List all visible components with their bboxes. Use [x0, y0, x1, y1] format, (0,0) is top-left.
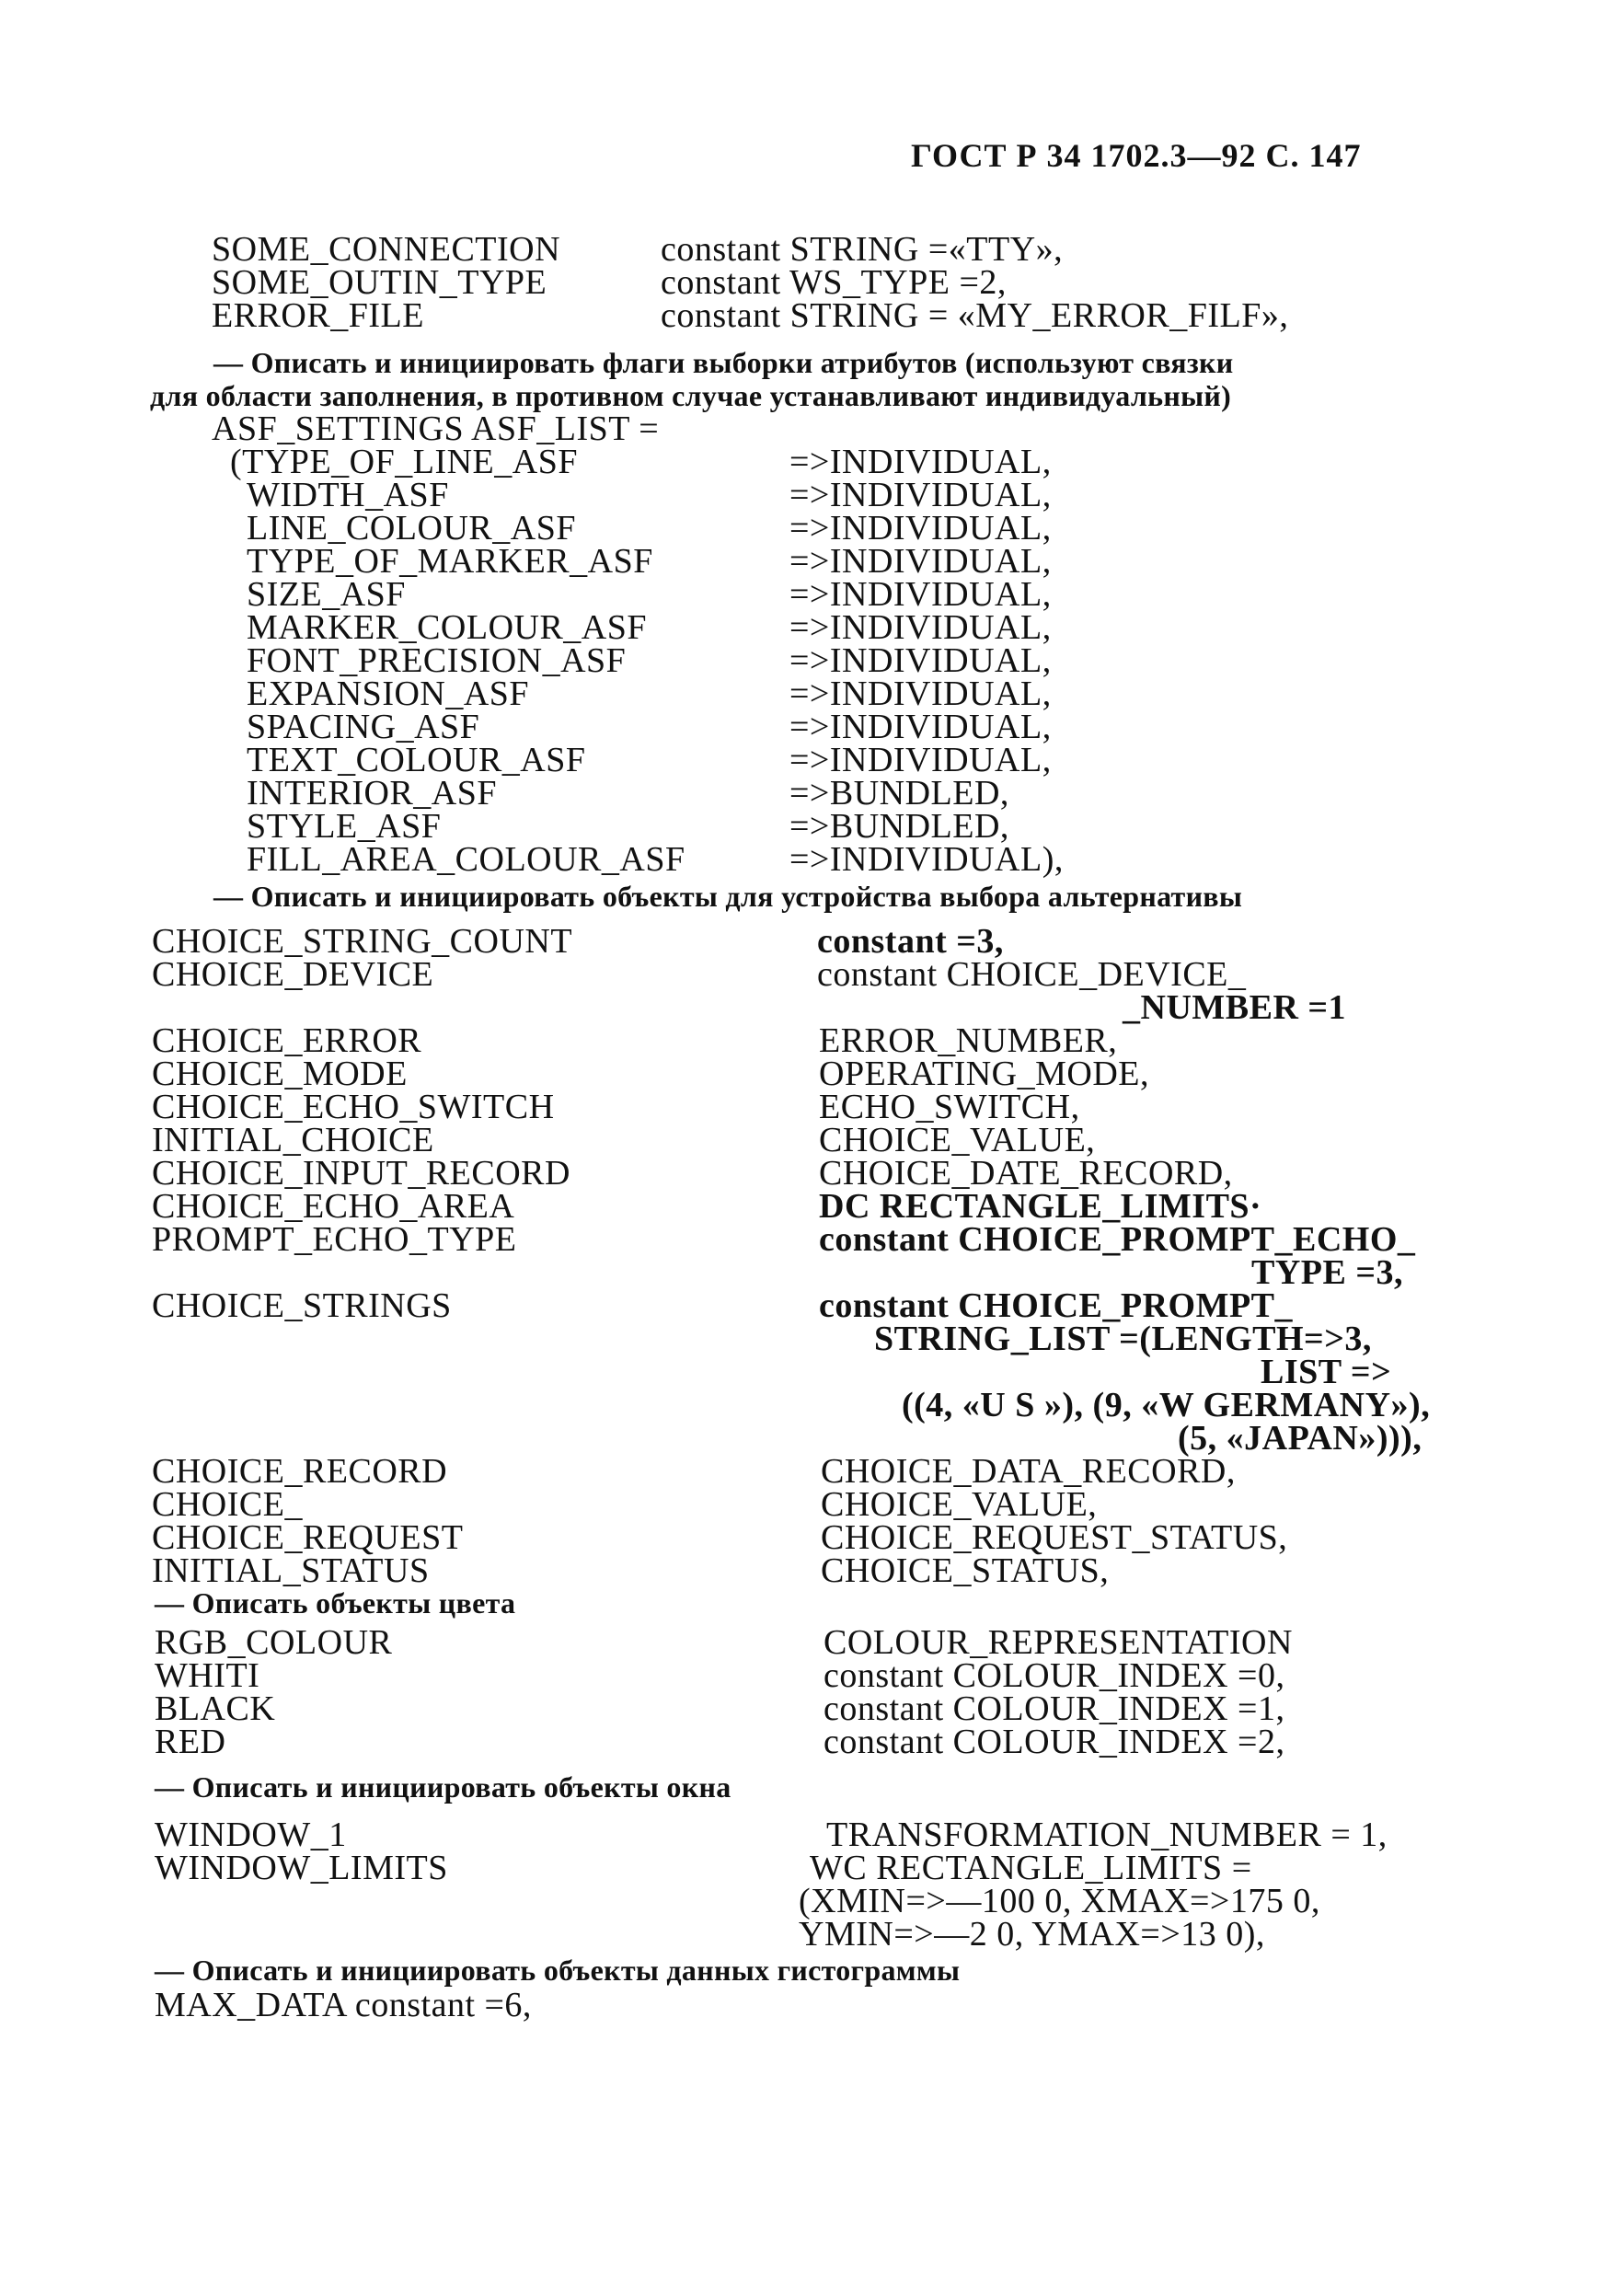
page-header: ГОСТ Р 34 1702.3—92 С. 147 — [911, 137, 1362, 174]
choice-name: CHOICE_INPUT_RECORD — [152, 1154, 570, 1193]
choice-name: INITIAL_CHOICE — [152, 1121, 434, 1159]
asf-name: STYLE_ASF — [247, 807, 442, 846]
asf-name: MARKER_COLOUR_ASF — [247, 608, 648, 647]
asf-value: =>INDIVIDUAL, — [789, 708, 1052, 746]
asf-value: =>INDIVIDUAL, — [789, 641, 1052, 680]
window-comment: — Описать и инициировать объекты окна — [155, 1770, 731, 1804]
asf-value: =>BUNDLED, — [789, 807, 1009, 846]
choice-value: CHOICE_DATA_RECORD, — [821, 1452, 1236, 1491]
choice-value-cont: TYPE =3, — [1251, 1253, 1403, 1292]
choice-value: constant CHOICE_PROMPT_ECHO_ — [819, 1220, 1416, 1259]
choice-value: constant =3, — [817, 922, 1004, 961]
window-value: WC RECTANGLE_LIMITS = — [810, 1849, 1252, 1887]
choice-comment: — Описать и инициировать объекты для устройства выбора альтернативы — [213, 880, 1243, 913]
window-value: TRANSFORMATION_NUMBER = 1, — [826, 1816, 1388, 1854]
colour-value: constant COLOUR_INDEX =0, — [824, 1656, 1285, 1695]
choice-name: CHOICE_ERROR — [152, 1021, 422, 1060]
choice-value: constant CHOICE_PROMPT_ — [819, 1286, 1293, 1325]
choice-value: CHOICE_REQUEST_STATUS, — [821, 1518, 1288, 1557]
max-data: MAX_DATA constant =6, — [155, 1986, 532, 2024]
choice-value: OPERATING_MODE, — [819, 1055, 1149, 1093]
const-value-some-connection: constant STRING =«TTY», — [661, 230, 1064, 269]
asf-name: EXPANSION_ASF — [247, 674, 530, 713]
choice-value: ERROR_NUMBER, — [819, 1021, 1118, 1060]
colour-name: RED — [155, 1723, 226, 1761]
choice-value-cont: LIST => — [1261, 1353, 1392, 1391]
colour-name: WHITI — [155, 1656, 260, 1695]
choice-value: CHOICE_VALUE, — [821, 1485, 1098, 1524]
asf-name: SPACING_ASF — [247, 708, 480, 746]
choice-value-cont: _NUMBER =1 — [1123, 988, 1347, 1027]
asf-value: =>INDIVIDUAL, — [789, 575, 1052, 614]
asf-name: LINE_COLOUR_ASF — [247, 509, 576, 548]
asf-value: =>INDIVIDUAL, — [789, 608, 1052, 647]
window-value-cont: YMIN=>—2 0, YMAX=>13 0), — [799, 1915, 1265, 1954]
choice-value: CHOICE_DATE_RECORD, — [819, 1154, 1233, 1193]
asf-name: WIDTH_ASF — [247, 476, 449, 514]
asf-value: =>INDIVIDUAL), — [789, 840, 1064, 879]
choice-name: CHOICE_STRINGS — [152, 1286, 452, 1325]
window-value-cont: (XMIN=>—100 0, XMAX=>175 0, — [799, 1882, 1320, 1920]
window-name: WINDOW_1 — [155, 1816, 347, 1854]
colour-value: constant COLOUR_INDEX =1, — [824, 1689, 1285, 1728]
choice-value: constant CHOICE_DEVICE_ — [817, 955, 1247, 994]
asf-name: INTERIOR_ASF — [247, 774, 498, 813]
choice-name: CHOICE_ECHO_SWITCH — [152, 1088, 555, 1126]
asf-value: =>INDIVIDUAL, — [789, 542, 1052, 581]
asf-value: =>INDIVIDUAL, — [789, 741, 1052, 779]
const-name-some-connection: SOME_CONNECTION — [212, 230, 561, 269]
window-name: WINDOW_LIMITS — [155, 1849, 448, 1887]
asf-name: (TYPE_OF_LINE_ASF — [230, 443, 578, 481]
choice-name: CHOICE_REQUEST — [152, 1518, 464, 1557]
colour-value: constant COLOUR_INDEX =2, — [824, 1723, 1285, 1761]
const-value-error-file: constant STRING = «MY_ERROR_FILF», — [661, 296, 1289, 335]
asf-name: FONT_PRECISION_ASF — [247, 641, 627, 680]
choice-name: INITIAL_STATUS — [152, 1551, 430, 1590]
choice-value: CHOICE_VALUE, — [819, 1121, 1096, 1159]
histogram-comment: — Описать и инициировать объекты данных гистограммы — [155, 1954, 961, 1987]
choice-value: DC RECTANGLE_LIMITS· — [819, 1187, 1262, 1226]
choice-name: CHOICE_DEVICE — [152, 955, 434, 994]
colour-name: RGB_COLOUR — [155, 1623, 393, 1662]
choice-name: CHOICE_ — [152, 1485, 303, 1524]
asf-value: =>INDIVIDUAL, — [789, 674, 1052, 713]
asf-comment-line1: — Описать и инициировать флаги выборки атрибутов (используют связки — [213, 346, 1234, 379]
choice-name: CHOICE_MODE — [152, 1055, 408, 1093]
colour-value: COLOUR_REPRESENTATION — [824, 1623, 1293, 1662]
asf-name: TEXT_COLOUR_ASF — [247, 741, 586, 779]
asf-value: =>BUNDLED, — [789, 774, 1009, 813]
choice-value: CHOICE_STATUS, — [821, 1551, 1110, 1590]
colour-name: BLACK — [155, 1689, 276, 1728]
choice-value: ECHO_SWITCH, — [819, 1088, 1080, 1126]
choice-name: CHOICE_RECORD — [152, 1452, 448, 1491]
asf-name: FILL_AREA_COLOUR_ASF — [247, 840, 685, 879]
const-name-error-file: ERROR_FILE — [212, 296, 424, 335]
const-value-some-outin-type: constant WS_TYPE =2, — [661, 263, 1007, 302]
asf-value: =>INDIVIDUAL, — [789, 443, 1052, 481]
asf-name: TYPE_OF_MARKER_ASF — [247, 542, 653, 581]
choice-value-cont: STRING_LIST =(LENGTH=>3, — [874, 1320, 1372, 1358]
const-name-some-outin-type: SOME_OUTIN_TYPE — [212, 263, 547, 302]
choice-name: PROMPT_ECHO_TYPE — [152, 1220, 517, 1259]
choice-name: CHOICE_STRING_COUNT — [152, 922, 573, 961]
asf-value: =>INDIVIDUAL, — [789, 476, 1052, 514]
choice-value-cont: ((4, «U S »), (9, «W GERMANY»), — [902, 1386, 1431, 1424]
asf-name: SIZE_ASF — [247, 575, 406, 614]
asf-header: ASF_SETTINGS ASF_LIST = — [212, 409, 660, 448]
choice-name: CHOICE_ECHO_AREA — [152, 1187, 515, 1226]
colour-comment: — Описать объекты цвета — [155, 1586, 516, 1620]
asf-value: =>INDIVIDUAL, — [789, 509, 1052, 548]
asf-comment-line2: для области заполнения, в противном случае устанавливают индивидуальный) — [150, 379, 1232, 412]
choice-value-cont: (5, «JAPAN»))), — [1178, 1419, 1422, 1458]
